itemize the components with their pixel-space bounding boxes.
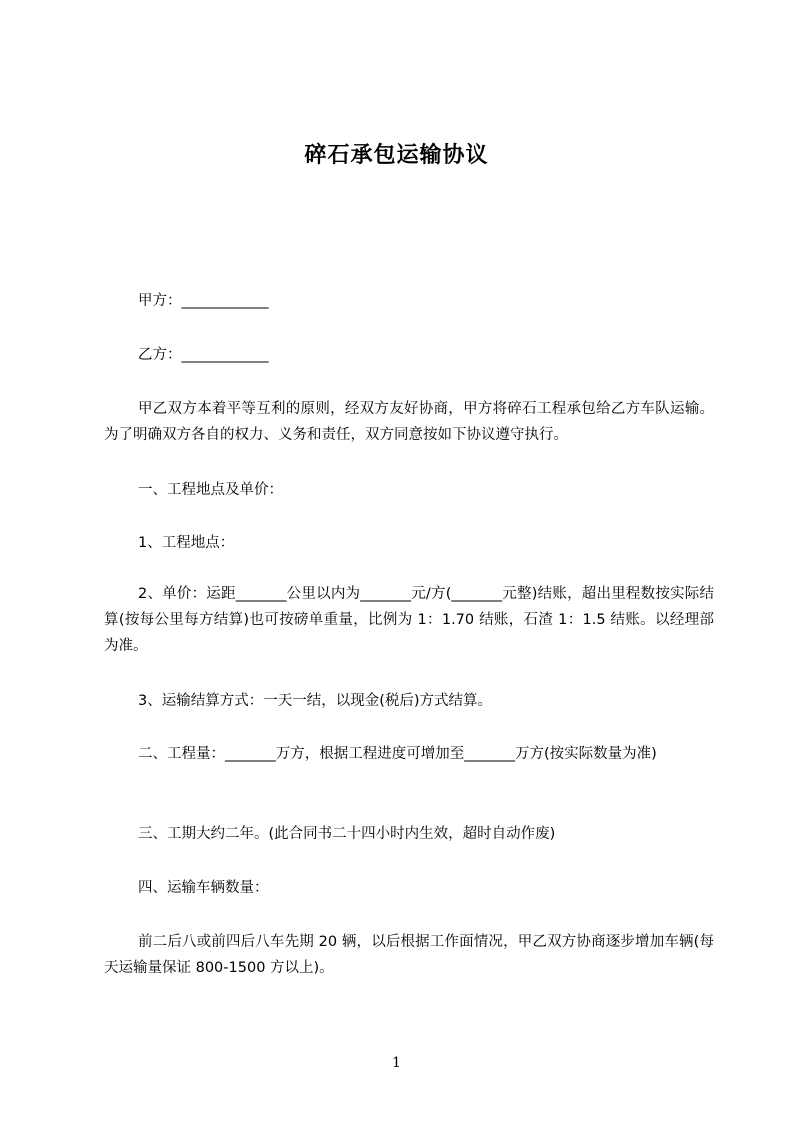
page-number: 1	[392, 1055, 401, 1071]
party-a-line: 甲方：____________	[138, 293, 269, 309]
document-title: 碎石承包运输协议	[304, 143, 489, 168]
item-2-unit-price: 2、单价：运距_______公里以内为_______元/方(_______元整)结账，超出里程数按实际结算(按每公里每方结算)也可按磅单重量，比例为 1：1.70 结账，石渣 1：1.5 结账。以经理部为准。	[104, 586, 714, 654]
section-1-heading: 一、工程地点及单价：	[138, 482, 283, 498]
section-3-duration: 三、工期大约二年。(此合同书二十四小时内生效，超时自动作废)	[138, 826, 556, 842]
section-4-heading: 四、运输车辆数量：	[138, 880, 269, 896]
section-2-quantity: 二、工程量：_______万方，根据工程进度可增加至_______万方(按实际数量为准)	[138, 746, 657, 762]
item-1-location: 1、工程地点：	[138, 535, 235, 551]
item-3-settlement: 3、运输结算方式：一天一结，以现金(税后)方式结算。	[138, 693, 493, 709]
section-4-body: 前二后八或前四后八车先期 20 辆，以后根据工作面情况，甲乙双方协商逐步增加车辆(每天运输量保证 800-1500 方以上)。	[104, 934, 714, 976]
intro-paragraph: 甲乙双方本着平等互利的原则，经双方友好协商，甲方将碎石工程承包给乙方车队运输。为了明确双方各自的权力、义务和责任，双方同意按如下协议遵守执行。	[104, 401, 714, 443]
party-b-line: 乙方：____________	[138, 347, 269, 363]
